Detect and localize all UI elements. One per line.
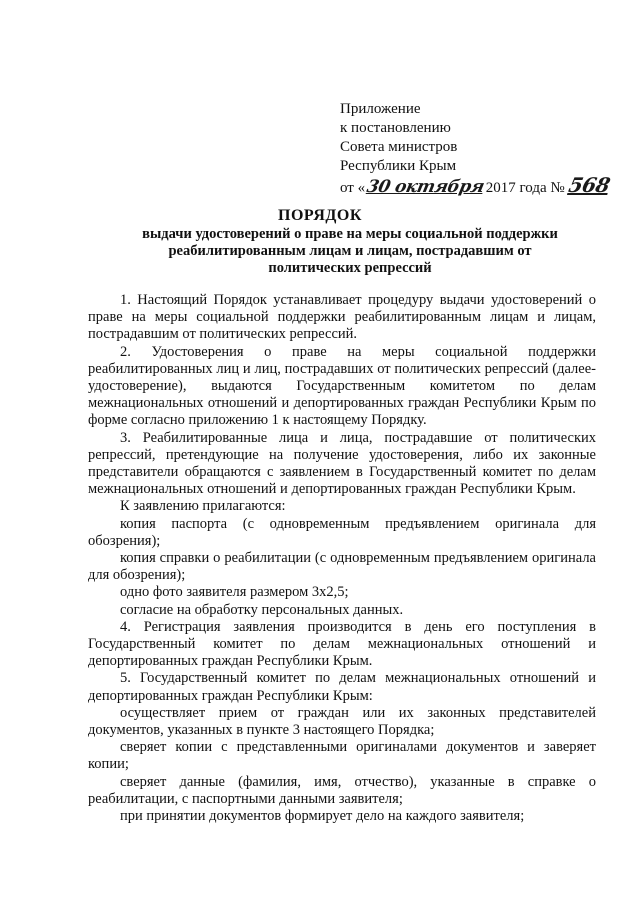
duty-item-verify-copies: сверяет копии с представленными оригиналами документов и заверяет копии; [88,739,596,773]
paragraph-4: 4. Регистрация заявления производится в день его поступления в Государственный комитет по делам межнациональных отношений и депортированных граждан Республики Крым. [88,618,596,670]
appendix-line-1: Приложение [340,101,421,117]
appendix-line-3: Совета министров [340,139,458,155]
handwritten-number: 568 [566,173,612,197]
duty-item-form-case: при принятии документов формирует дело на каждого заявителя; [120,808,525,825]
paragraph-5: 5. Государственный комитет по делам межнациональных отношений и депортированных граждан Республики Крым: [88,670,596,704]
appendix-line-2: к постановлению [340,120,451,136]
date-suffix: 2017 года № [485,180,565,196]
attachment-item-certificate: копия справки о реабилитации (с одновременным предъявлением оригинала для обозрения); [88,550,596,584]
handwritten-date: 30 октября [365,177,486,197]
document-title: ПОРЯДОК [278,207,362,224]
appendix-line-4: Республики Крым [340,158,457,174]
attachment-item-consent: согласие на обработку персональных данных. [120,601,404,618]
attachments-heading: К заявлению прилагаются: [120,498,286,515]
duty-item-accept: осуществляет прием от граждан или их законных представителей документов, указанных в пункте 3 настоящего Порядка; [88,704,596,739]
paragraph-2: 2. Удостоверения о праве на меры социальной поддержки реабилитированных лиц и лиц, пострадавших от политических репрессий (далее-удостоверение), выдаются Государственным комитетом по делам межнациональных отношений и депортированных граждан Республики Крым по форме согласно приложению 1 к настоящему Порядку. [88,343,596,429]
attachment-item-passport: копия паспорта (с одновременным предъявлением оригинала для обозрения); [88,515,596,549]
date-prefix: от « [340,180,366,196]
appendix-block [340,100,612,198]
attachment-item-photo: одно фото заявителя размером 3х2,5; [120,584,349,601]
paragraph-3: 3. Реабилитированные лица и лица, пострадавшие от политических репрессий, претендующие на получение удостоверения, либо их законные представители обращаются с заявлением в Государственный комитет по делам межнациональных отношений и депортированных граждан Республики Крым. [88,429,596,498]
document-body [88,292,596,825]
paragraph-1: 1. Настоящий Порядок устанавливает процедуру выдачи удостоверений о праве на меры социальной поддержки реабилитированным лицам и лицам, пострадавшим от политических репрессий. [88,292,596,343]
document-subtitle: выдачи удостоверений о праве на меры социальной поддержки реабилитированным лицам и лицам, пострадавшим от политических репрессий [142,226,558,276]
duty-item-verify-data: сверяет данные (фамилия, имя, отчество), указанные в справке о реабилитации, с паспортными данными заявителя; [88,773,596,807]
appendix-date-line [340,173,612,198]
